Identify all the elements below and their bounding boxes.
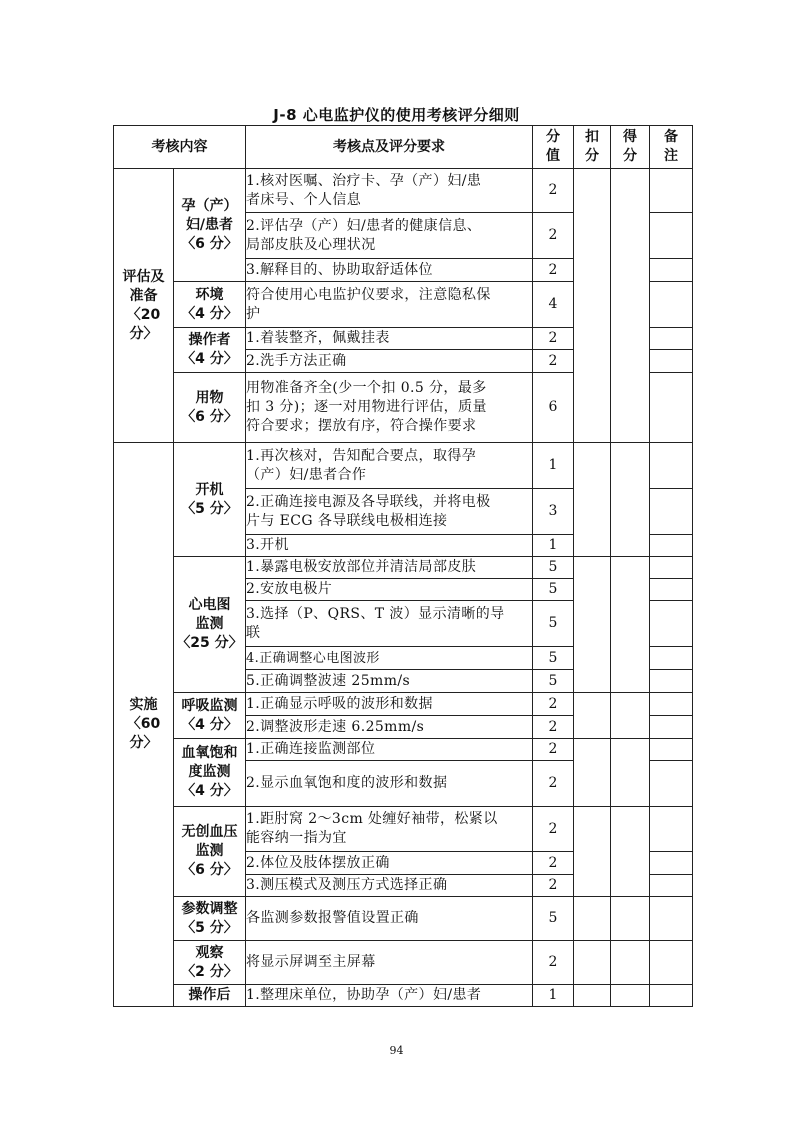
note-cell[interactable] — [650, 282, 693, 328]
deduct-cell[interactable] — [574, 739, 611, 807]
score-value: 2 — [533, 875, 574, 897]
requirement-text: 1.着装整齐，佩戴挂表 — [246, 328, 533, 350]
deduct-cell[interactable] — [574, 557, 611, 693]
score-value: 2 — [533, 716, 574, 739]
score-value: 2 — [533, 807, 574, 852]
note-cell[interactable] — [650, 579, 693, 601]
requirement-text: 3.解释目的、协助取舒适体位 — [246, 259, 533, 282]
header-deduct: 扣 分 — [574, 126, 611, 169]
score-value: 5 — [533, 670, 574, 693]
note-cell[interactable] — [650, 716, 693, 739]
requirement-text: 5.正确调整波速 25mm/s — [246, 670, 533, 693]
score-value: 2 — [533, 350, 574, 373]
group-after-operation: 操作后 — [174, 985, 246, 1007]
requirement-text: 2.体位及肢体摆放正确 — [246, 852, 533, 875]
got-cell[interactable] — [611, 693, 650, 739]
score-value: 2 — [533, 693, 574, 716]
group-parameters: 参数调整 〈5 分〉 — [174, 897, 246, 941]
note-cell[interactable] — [650, 443, 693, 489]
category-assessment: 评估及 准备 〈20 分〉 — [114, 169, 174, 443]
score-value: 2 — [533, 328, 574, 350]
score-value: 5 — [533, 579, 574, 601]
requirement-text: 1.再次核对，告知配合要点，取得孕 （产）妇/患者合作 — [246, 443, 533, 489]
group-respiration: 呼吸监测 〈4 分〉 — [174, 693, 246, 739]
got-cell[interactable] — [611, 985, 650, 1007]
group-supplies: 用物 〈6 分〉 — [174, 373, 246, 443]
deduct-cell[interactable] — [574, 897, 611, 941]
score-value: 3 — [533, 489, 574, 535]
requirement-text: 将显示屏调至主屏幕 — [246, 941, 533, 985]
requirement-text: 2.洗手方法正确 — [246, 350, 533, 373]
requirement-text: 1.正确显示呼吸的波形和数据 — [246, 693, 533, 716]
category-implementation: 实施 〈60 分〉 — [114, 443, 174, 1007]
header-score: 分 值 — [533, 126, 574, 169]
requirement-text: 2.安放电极片 — [246, 579, 533, 601]
table-row — [114, 169, 693, 213]
note-cell[interactable] — [650, 739, 693, 761]
group-ecg: 心电图 监测 〈25 分〉 — [174, 557, 246, 693]
note-cell[interactable] — [650, 941, 693, 985]
note-cell[interactable] — [650, 328, 693, 350]
requirement-text: 3.测压模式及测压方式选择正确 — [246, 875, 533, 897]
note-cell[interactable] — [650, 489, 693, 535]
score-value: 4 — [533, 282, 574, 328]
score-value: 2 — [533, 213, 574, 259]
note-cell[interactable] — [650, 601, 693, 647]
got-cell[interactable] — [611, 807, 650, 897]
table-row — [114, 739, 693, 761]
score-value: 6 — [533, 373, 574, 443]
got-cell[interactable] — [611, 897, 650, 941]
note-cell[interactable] — [650, 875, 693, 897]
requirement-text: 2.调整波形走速 6.25mm/s — [246, 716, 533, 739]
requirement-text: 2.评估孕（产）妇/患者的健康信息、 局部皮肤及心理状况 — [246, 213, 533, 259]
note-cell[interactable] — [650, 852, 693, 875]
deduct-cell[interactable] — [574, 693, 611, 739]
group-nibp: 无创血压 监测 〈6 分〉 — [174, 807, 246, 897]
group-patient: 孕（产） 妇/患者 〈6 分〉 — [174, 169, 246, 282]
table-row — [114, 693, 693, 716]
requirement-text: 符合使用心电监护仪要求，注意隐私保 护 — [246, 282, 533, 328]
score-value: 2 — [533, 941, 574, 985]
note-cell[interactable] — [650, 557, 693, 579]
requirement-text: 1.整理床单位，协助孕（产）妇/患者 — [246, 985, 533, 1007]
requirement-text: 1.核对医嘱、治疗卡、孕（产）妇/患 者床号、个人信息 — [246, 169, 533, 213]
got-cell[interactable] — [611, 557, 650, 693]
group-spo2: 血氧饱和 度监测 〈4 分〉 — [174, 739, 246, 807]
score-value: 5 — [533, 647, 574, 670]
requirement-text: 2.正确连接电源及各导联线，并将电极 片与 ECG 各导联线电极相连接 — [246, 489, 533, 535]
note-cell[interactable] — [650, 647, 693, 670]
requirement-text: 各监测参数报警值设置正确 — [246, 897, 533, 941]
score-value: 5 — [533, 557, 574, 579]
header-content: 考核内容 — [114, 126, 246, 169]
header-requirements: 考核点及评分要求 — [246, 126, 533, 169]
group-environment: 环境 〈4 分〉 — [174, 282, 246, 328]
score-value: 1 — [533, 535, 574, 557]
got-cell[interactable] — [611, 443, 650, 557]
document-title: J-8 心电监护仪的使用考核评分细则 — [273, 106, 520, 124]
score-value: 5 — [533, 601, 574, 647]
requirement-text: 1.暴露电极安放部位并清洁局部皮肤 — [246, 557, 533, 579]
note-cell[interactable] — [650, 761, 693, 807]
group-operator: 操作者 〈4 分〉 — [174, 328, 246, 373]
deduct-cell[interactable] — [574, 443, 611, 557]
table-row — [114, 557, 693, 579]
requirement-text: 4.正确调整心电图波形 — [246, 647, 533, 670]
table-row — [114, 941, 693, 985]
table-row — [114, 443, 693, 489]
note-cell[interactable] — [650, 213, 693, 259]
deduct-cell[interactable] — [574, 169, 611, 443]
note-cell[interactable] — [650, 670, 693, 693]
note-cell[interactable] — [650, 259, 693, 282]
got-cell[interactable] — [611, 739, 650, 807]
deduct-cell[interactable] — [574, 985, 611, 1007]
score-value: 2 — [533, 169, 574, 213]
deduct-cell[interactable] — [574, 941, 611, 985]
note-cell[interactable] — [650, 169, 693, 213]
score-value: 2 — [533, 761, 574, 807]
header-got: 得 分 — [611, 126, 650, 169]
requirement-text: 1.距肘窝 2～3cm 处缠好袖带，松紧以 能容纳一指为宜 — [246, 807, 533, 852]
table-row — [114, 897, 693, 941]
header-note: 备 注 — [650, 126, 693, 169]
note-cell[interactable] — [650, 807, 693, 852]
scoring-table — [113, 125, 693, 1007]
group-observation: 观察 〈2 分〉 — [174, 941, 246, 985]
score-value: 1 — [533, 985, 574, 1007]
note-cell[interactable] — [650, 350, 693, 373]
page-number: 94 — [389, 1044, 404, 1057]
requirement-text: 1.正确连接监测部位 — [246, 739, 533, 761]
score-value: 5 — [533, 897, 574, 941]
note-cell[interactable] — [650, 693, 693, 716]
requirement-text: 用物准备齐全(少一个扣 0.5 分，最多 扣 3 分)；逐一对用物进行评估，质量 符合要求；摆放有序，符合操作要求 — [246, 373, 533, 443]
requirement-text: 3.选择（P、QRS、T 波）显示清晰的导 联 — [246, 601, 533, 647]
note-cell[interactable] — [650, 897, 693, 941]
score-value: 2 — [533, 259, 574, 282]
score-value: 2 — [533, 739, 574, 761]
note-cell[interactable] — [650, 535, 693, 557]
table-row — [114, 985, 693, 1007]
note-cell[interactable] — [650, 373, 693, 443]
table-row — [114, 807, 693, 852]
score-value: 1 — [533, 443, 574, 489]
got-cell[interactable] — [611, 941, 650, 985]
got-cell[interactable] — [611, 169, 650, 443]
deduct-cell[interactable] — [574, 807, 611, 897]
score-value: 2 — [533, 852, 574, 875]
header-row — [114, 126, 693, 169]
requirement-text: 3.开机 — [246, 535, 533, 557]
group-power-on: 开机 〈5 分〉 — [174, 443, 246, 557]
note-cell[interactable] — [650, 985, 693, 1007]
requirement-text: 2.显示血氧饱和度的波形和数据 — [246, 761, 533, 807]
